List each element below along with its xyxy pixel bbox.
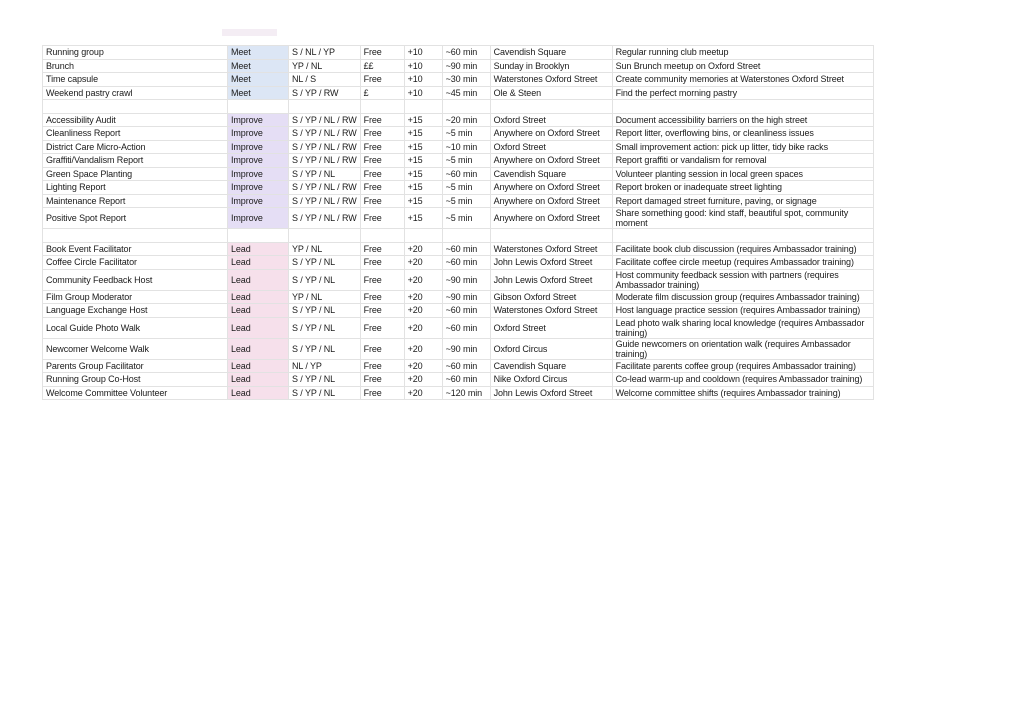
empty-cell[interactable] [404, 100, 442, 114]
cell-duration[interactable]: ~120 min [442, 386, 490, 400]
cell-category[interactable]: Lead [228, 386, 289, 400]
table-row [43, 167, 874, 181]
cell-audience[interactable]: S / YP / NL [289, 167, 361, 181]
cell-activity[interactable]: Graffiti/Vandalism Report [43, 154, 228, 168]
cell-audience[interactable]: NL / S [289, 73, 361, 87]
cell-points[interactable]: +10 [404, 86, 442, 100]
cell-cost[interactable]: Free [360, 373, 404, 387]
cell-activity[interactable]: Accessibility Audit [43, 113, 228, 127]
table-row [43, 46, 874, 60]
cell-location[interactable]: Anywhere on Oxford Street [490, 181, 612, 195]
cell-duration[interactable]: ~20 min [442, 113, 490, 127]
partial-cell-above [222, 29, 277, 36]
cell-points[interactable]: +10 [404, 73, 442, 87]
cell-audience[interactable]: S / YP / NL / RW [289, 154, 361, 168]
cell-description[interactable]: Document accessibility barriers on the high street [612, 113, 873, 127]
cell-category[interactable]: Meet [228, 73, 289, 87]
activities-table [42, 45, 874, 400]
cell-cost[interactable]: Free [360, 113, 404, 127]
cell-cost[interactable]: ££ [360, 59, 404, 73]
cell-activity[interactable]: Weekend pastry crawl [43, 86, 228, 100]
cell-activity[interactable]: District Care Micro-Action [43, 140, 228, 154]
cell-audience[interactable]: S / YP / NL [289, 269, 361, 290]
cell-duration[interactable]: ~5 min [442, 194, 490, 208]
cell-cost[interactable]: Free [360, 194, 404, 208]
cell-category[interactable]: Lead [228, 256, 289, 270]
empty-cell[interactable] [228, 100, 289, 114]
table-row [43, 256, 874, 270]
cell-points[interactable]: +15 [404, 194, 442, 208]
cell-activity[interactable]: Running group [43, 46, 228, 60]
table-row [43, 359, 874, 373]
cell-location[interactable]: John Lewis Oxford Street [490, 269, 612, 290]
cell-category[interactable]: Meet [228, 46, 289, 60]
cell-description[interactable]: Host community feedback session with partners (requires Ambassador training) [612, 269, 873, 290]
table-row [43, 59, 874, 73]
cell-activity[interactable]: Newcomer Welcome Walk [43, 338, 228, 359]
cell-activity[interactable]: Film Group Moderator [43, 290, 228, 304]
cell-duration[interactable]: ~60 min [442, 304, 490, 318]
cell-cost[interactable]: Free [360, 290, 404, 304]
table-row [43, 154, 874, 168]
cell-description[interactable]: Volunteer planting session in local green spaces [612, 167, 873, 181]
cell-category[interactable]: Improve [228, 167, 289, 181]
cell-audience[interactable]: S / YP / NL [289, 386, 361, 400]
cell-points[interactable]: +15 [404, 127, 442, 141]
table-row [43, 269, 874, 290]
cell-duration[interactable]: ~90 min [442, 290, 490, 304]
cell-description[interactable]: Guide newcomers on orientation walk (requires Ambassador training) [612, 338, 873, 359]
table-row [43, 181, 874, 195]
cell-activity[interactable]: Maintenance Report [43, 194, 228, 208]
cell-duration[interactable]: ~60 min [442, 317, 490, 338]
cell-cost[interactable]: Free [360, 154, 404, 168]
cell-location[interactable]: Oxford Street [490, 317, 612, 338]
cell-category[interactable]: Improve [228, 181, 289, 195]
table-row [43, 373, 874, 387]
cell-points[interactable]: +15 [404, 181, 442, 195]
cell-cost[interactable]: Free [360, 46, 404, 60]
cell-cost[interactable]: Free [360, 167, 404, 181]
cell-activity[interactable]: Book Event Facilitator [43, 242, 228, 256]
cell-location[interactable]: Waterstones Oxford Street [490, 73, 612, 87]
cell-location[interactable]: Anywhere on Oxford Street [490, 154, 612, 168]
table-row [43, 386, 874, 400]
cell-duration[interactable]: ~5 min [442, 154, 490, 168]
cell-duration[interactable]: ~5 min [442, 127, 490, 141]
cell-category[interactable]: Lead [228, 338, 289, 359]
cell-cost[interactable]: Free [360, 269, 404, 290]
cell-location[interactable]: Ole & Steen [490, 86, 612, 100]
cell-points[interactable]: +15 [404, 113, 442, 127]
cell-category[interactable]: Improve [228, 140, 289, 154]
cell-activity[interactable]: Positive Spot Report [43, 208, 228, 229]
cell-points[interactable]: +15 [404, 208, 442, 229]
cell-description[interactable]: Small improvement action: pick up litter, tidy bike racks [612, 140, 873, 154]
cell-location[interactable]: Cavendish Square [490, 359, 612, 373]
empty-cell[interactable] [442, 100, 490, 114]
cell-duration[interactable]: ~60 min [442, 256, 490, 270]
empty-cell[interactable] [360, 100, 404, 114]
cell-location[interactable]: Gibson Oxford Street [490, 290, 612, 304]
cell-activity[interactable]: Cleanliness Report [43, 127, 228, 141]
cell-activity[interactable]: Community Feedback Host [43, 269, 228, 290]
cell-description[interactable]: Moderate film discussion group (requires Ambassador training) [612, 290, 873, 304]
cell-audience[interactable]: NL / YP [289, 359, 361, 373]
cell-duration[interactable]: ~45 min [442, 86, 490, 100]
cell-duration[interactable]: ~5 min [442, 181, 490, 195]
cell-description[interactable]: Facilitate coffee circle meetup (requires Ambassador training) [612, 256, 873, 270]
cell-audience[interactable]: S / YP / NL / RW [289, 208, 361, 229]
cell-points[interactable]: +20 [404, 317, 442, 338]
cell-duration[interactable]: ~90 min [442, 338, 490, 359]
cell-location[interactable]: Cavendish Square [490, 46, 612, 60]
cell-points[interactable]: +20 [404, 269, 442, 290]
cell-category[interactable]: Lead [228, 304, 289, 318]
cell-cost[interactable]: Free [360, 127, 404, 141]
empty-cell[interactable] [289, 229, 361, 243]
table-row [43, 194, 874, 208]
cell-cost[interactable]: Free [360, 304, 404, 318]
table-row [43, 242, 874, 256]
table-row [43, 208, 874, 229]
cell-cost[interactable]: Free [360, 140, 404, 154]
cell-location[interactable]: Oxford Circus [490, 338, 612, 359]
cell-category[interactable]: Improve [228, 154, 289, 168]
cell-location[interactable]: Waterstones Oxford Street [490, 304, 612, 318]
cell-points[interactable]: +20 [404, 242, 442, 256]
cell-cost[interactable]: Free [360, 256, 404, 270]
cell-location[interactable]: John Lewis Oxford Street [490, 256, 612, 270]
cell-location[interactable]: Oxford Street [490, 113, 612, 127]
cell-duration[interactable]: ~60 min [442, 359, 490, 373]
cell-location[interactable]: Anywhere on Oxford Street [490, 208, 612, 229]
cell-cost[interactable]: £ [360, 86, 404, 100]
cell-audience[interactable]: S / YP / NL [289, 304, 361, 318]
cell-description[interactable]: Welcome committee shifts (requires Ambassador training) [612, 386, 873, 400]
cell-audience[interactable]: S / YP / NL / RW [289, 140, 361, 154]
cell-audience[interactable]: YP / NL [289, 290, 361, 304]
table-row [43, 86, 874, 100]
cell-activity[interactable]: Lighting Report [43, 181, 228, 195]
empty-cell[interactable] [612, 229, 873, 243]
separator-row [43, 100, 874, 114]
empty-cell[interactable] [43, 100, 228, 114]
cell-description[interactable]: Report graffiti or vandalism for removal [612, 154, 873, 168]
cell-cost[interactable]: Free [360, 359, 404, 373]
cell-activity[interactable]: Running Group Co-Host [43, 373, 228, 387]
cell-audience[interactable]: YP / NL [289, 59, 361, 73]
cell-points[interactable]: +20 [404, 386, 442, 400]
cell-audience[interactable]: YP / NL [289, 242, 361, 256]
cell-description[interactable]: Lead photo walk sharing local knowledge (requires Ambassador training) [612, 317, 873, 338]
cell-points[interactable]: +15 [404, 140, 442, 154]
empty-cell[interactable] [442, 229, 490, 243]
cell-location[interactable]: Waterstones Oxford Street [490, 242, 612, 256]
cell-category[interactable]: Meet [228, 59, 289, 73]
cell-duration[interactable]: ~60 min [442, 167, 490, 181]
table-row [43, 127, 874, 141]
cell-description[interactable]: Share something good: kind staff, beautiful spot, community moment [612, 208, 873, 229]
cell-audience[interactable]: S / YP / RW [289, 86, 361, 100]
cell-category[interactable]: Improve [228, 113, 289, 127]
cell-description[interactable]: Report damaged street furniture, paving, or signage [612, 194, 873, 208]
empty-cell[interactable] [490, 229, 612, 243]
cell-audience[interactable]: S / YP / NL / RW [289, 181, 361, 195]
cell-points[interactable]: +15 [404, 167, 442, 181]
cell-category[interactable]: Improve [228, 127, 289, 141]
cell-cost[interactable]: Free [360, 181, 404, 195]
cell-activity[interactable]: Parents Group Facilitator [43, 359, 228, 373]
cell-cost[interactable]: Free [360, 73, 404, 87]
cell-location[interactable]: Anywhere on Oxford Street [490, 127, 612, 141]
cell-duration[interactable]: ~60 min [442, 46, 490, 60]
cell-description[interactable]: Facilitate book club discussion (requires Ambassador training) [612, 242, 873, 256]
cell-audience[interactable]: S / YP / NL / RW [289, 113, 361, 127]
cell-duration[interactable]: ~90 min [442, 59, 490, 73]
table-row [43, 290, 874, 304]
cell-points[interactable]: +20 [404, 373, 442, 387]
cell-audience[interactable]: S / YP / NL [289, 256, 361, 270]
empty-cell[interactable] [612, 100, 873, 114]
table-row [43, 113, 874, 127]
cell-description[interactable]: Create community memories at Waterstones Oxford Street [612, 73, 873, 87]
cell-description[interactable]: Regular running club meetup [612, 46, 873, 60]
cell-category[interactable]: Lead [228, 359, 289, 373]
activities-table-body [43, 46, 874, 400]
cell-description[interactable]: Sun Brunch meetup on Oxford Street [612, 59, 873, 73]
cell-audience[interactable]: S / YP / NL [289, 317, 361, 338]
cell-description[interactable]: Facilitate parents coffee group (requires Ambassador training) [612, 359, 873, 373]
table-row [43, 304, 874, 318]
cell-category[interactable]: Meet [228, 86, 289, 100]
cell-points[interactable]: +20 [404, 304, 442, 318]
cell-activity[interactable]: Language Exchange Host [43, 304, 228, 318]
cell-activity[interactable]: Coffee Circle Facilitator [43, 256, 228, 270]
cell-audience[interactable]: S / NL / YP [289, 46, 361, 60]
cell-description[interactable]: Find the perfect morning pastry [612, 86, 873, 100]
cell-cost[interactable]: Free [360, 386, 404, 400]
cell-description[interactable]: Co-lead warm-up and cooldown (requires Ambassador training) [612, 373, 873, 387]
cell-duration[interactable]: ~60 min [442, 373, 490, 387]
empty-cell[interactable] [43, 229, 228, 243]
cell-cost[interactable]: Free [360, 338, 404, 359]
separator-row [43, 229, 874, 243]
cell-description[interactable]: Host language practice session (requires Ambassador training) [612, 304, 873, 318]
cell-activity[interactable]: Local Guide Photo Walk [43, 317, 228, 338]
cell-category[interactable]: Lead [228, 317, 289, 338]
table-row [43, 73, 874, 87]
cell-points[interactable]: +10 [404, 46, 442, 60]
cell-points[interactable]: +20 [404, 290, 442, 304]
cell-description[interactable]: Report litter, overflowing bins, or cleanliness issues [612, 127, 873, 141]
cell-location[interactable]: Anywhere on Oxford Street [490, 194, 612, 208]
empty-cell[interactable] [360, 229, 404, 243]
cell-activity[interactable]: Welcome Committee Volunteer [43, 386, 228, 400]
empty-cell[interactable] [289, 100, 361, 114]
cell-points[interactable]: +20 [404, 359, 442, 373]
cell-audience[interactable]: S / YP / NL [289, 338, 361, 359]
cell-location[interactable]: Cavendish Square [490, 167, 612, 181]
cell-audience[interactable]: S / YP / NL / RW [289, 127, 361, 141]
cell-location[interactable]: Nike Oxford Circus [490, 373, 612, 387]
cell-duration[interactable]: ~60 min [442, 242, 490, 256]
cell-points[interactable]: +20 [404, 338, 442, 359]
cell-duration[interactable]: ~90 min [442, 269, 490, 290]
cell-points[interactable]: +20 [404, 256, 442, 270]
cell-duration[interactable]: ~10 min [442, 140, 490, 154]
table-row [43, 338, 874, 359]
table-row [43, 140, 874, 154]
cell-activity[interactable]: Time capsule [43, 73, 228, 87]
cell-activity[interactable]: Brunch [43, 59, 228, 73]
cell-category[interactable]: Improve [228, 194, 289, 208]
empty-cell[interactable] [228, 229, 289, 243]
cell-audience[interactable]: S / YP / NL [289, 373, 361, 387]
cell-cost[interactable]: Free [360, 208, 404, 229]
cell-category[interactable]: Lead [228, 290, 289, 304]
cell-points[interactable]: +10 [404, 59, 442, 73]
cell-location[interactable]: Sunday in Brooklyn [490, 59, 612, 73]
cell-points[interactable]: +15 [404, 154, 442, 168]
cell-description[interactable]: Report broken or inadequate street lighting [612, 181, 873, 195]
cell-category[interactable]: Lead [228, 373, 289, 387]
empty-cell[interactable] [490, 100, 612, 114]
cell-category[interactable]: Lead [228, 269, 289, 290]
cell-cost[interactable]: Free [360, 242, 404, 256]
cell-activity[interactable]: Green Space Planting [43, 167, 228, 181]
cell-category[interactable]: Lead [228, 242, 289, 256]
cell-location[interactable]: Oxford Street [490, 140, 612, 154]
cell-cost[interactable]: Free [360, 317, 404, 338]
empty-cell[interactable] [404, 229, 442, 243]
table-row [43, 317, 874, 338]
cell-audience[interactable]: S / YP / NL / RW [289, 194, 361, 208]
cell-location[interactable]: John Lewis Oxford Street [490, 386, 612, 400]
cell-duration[interactable]: ~5 min [442, 208, 490, 229]
cell-duration[interactable]: ~30 min [442, 73, 490, 87]
cell-category[interactable]: Improve [228, 208, 289, 229]
